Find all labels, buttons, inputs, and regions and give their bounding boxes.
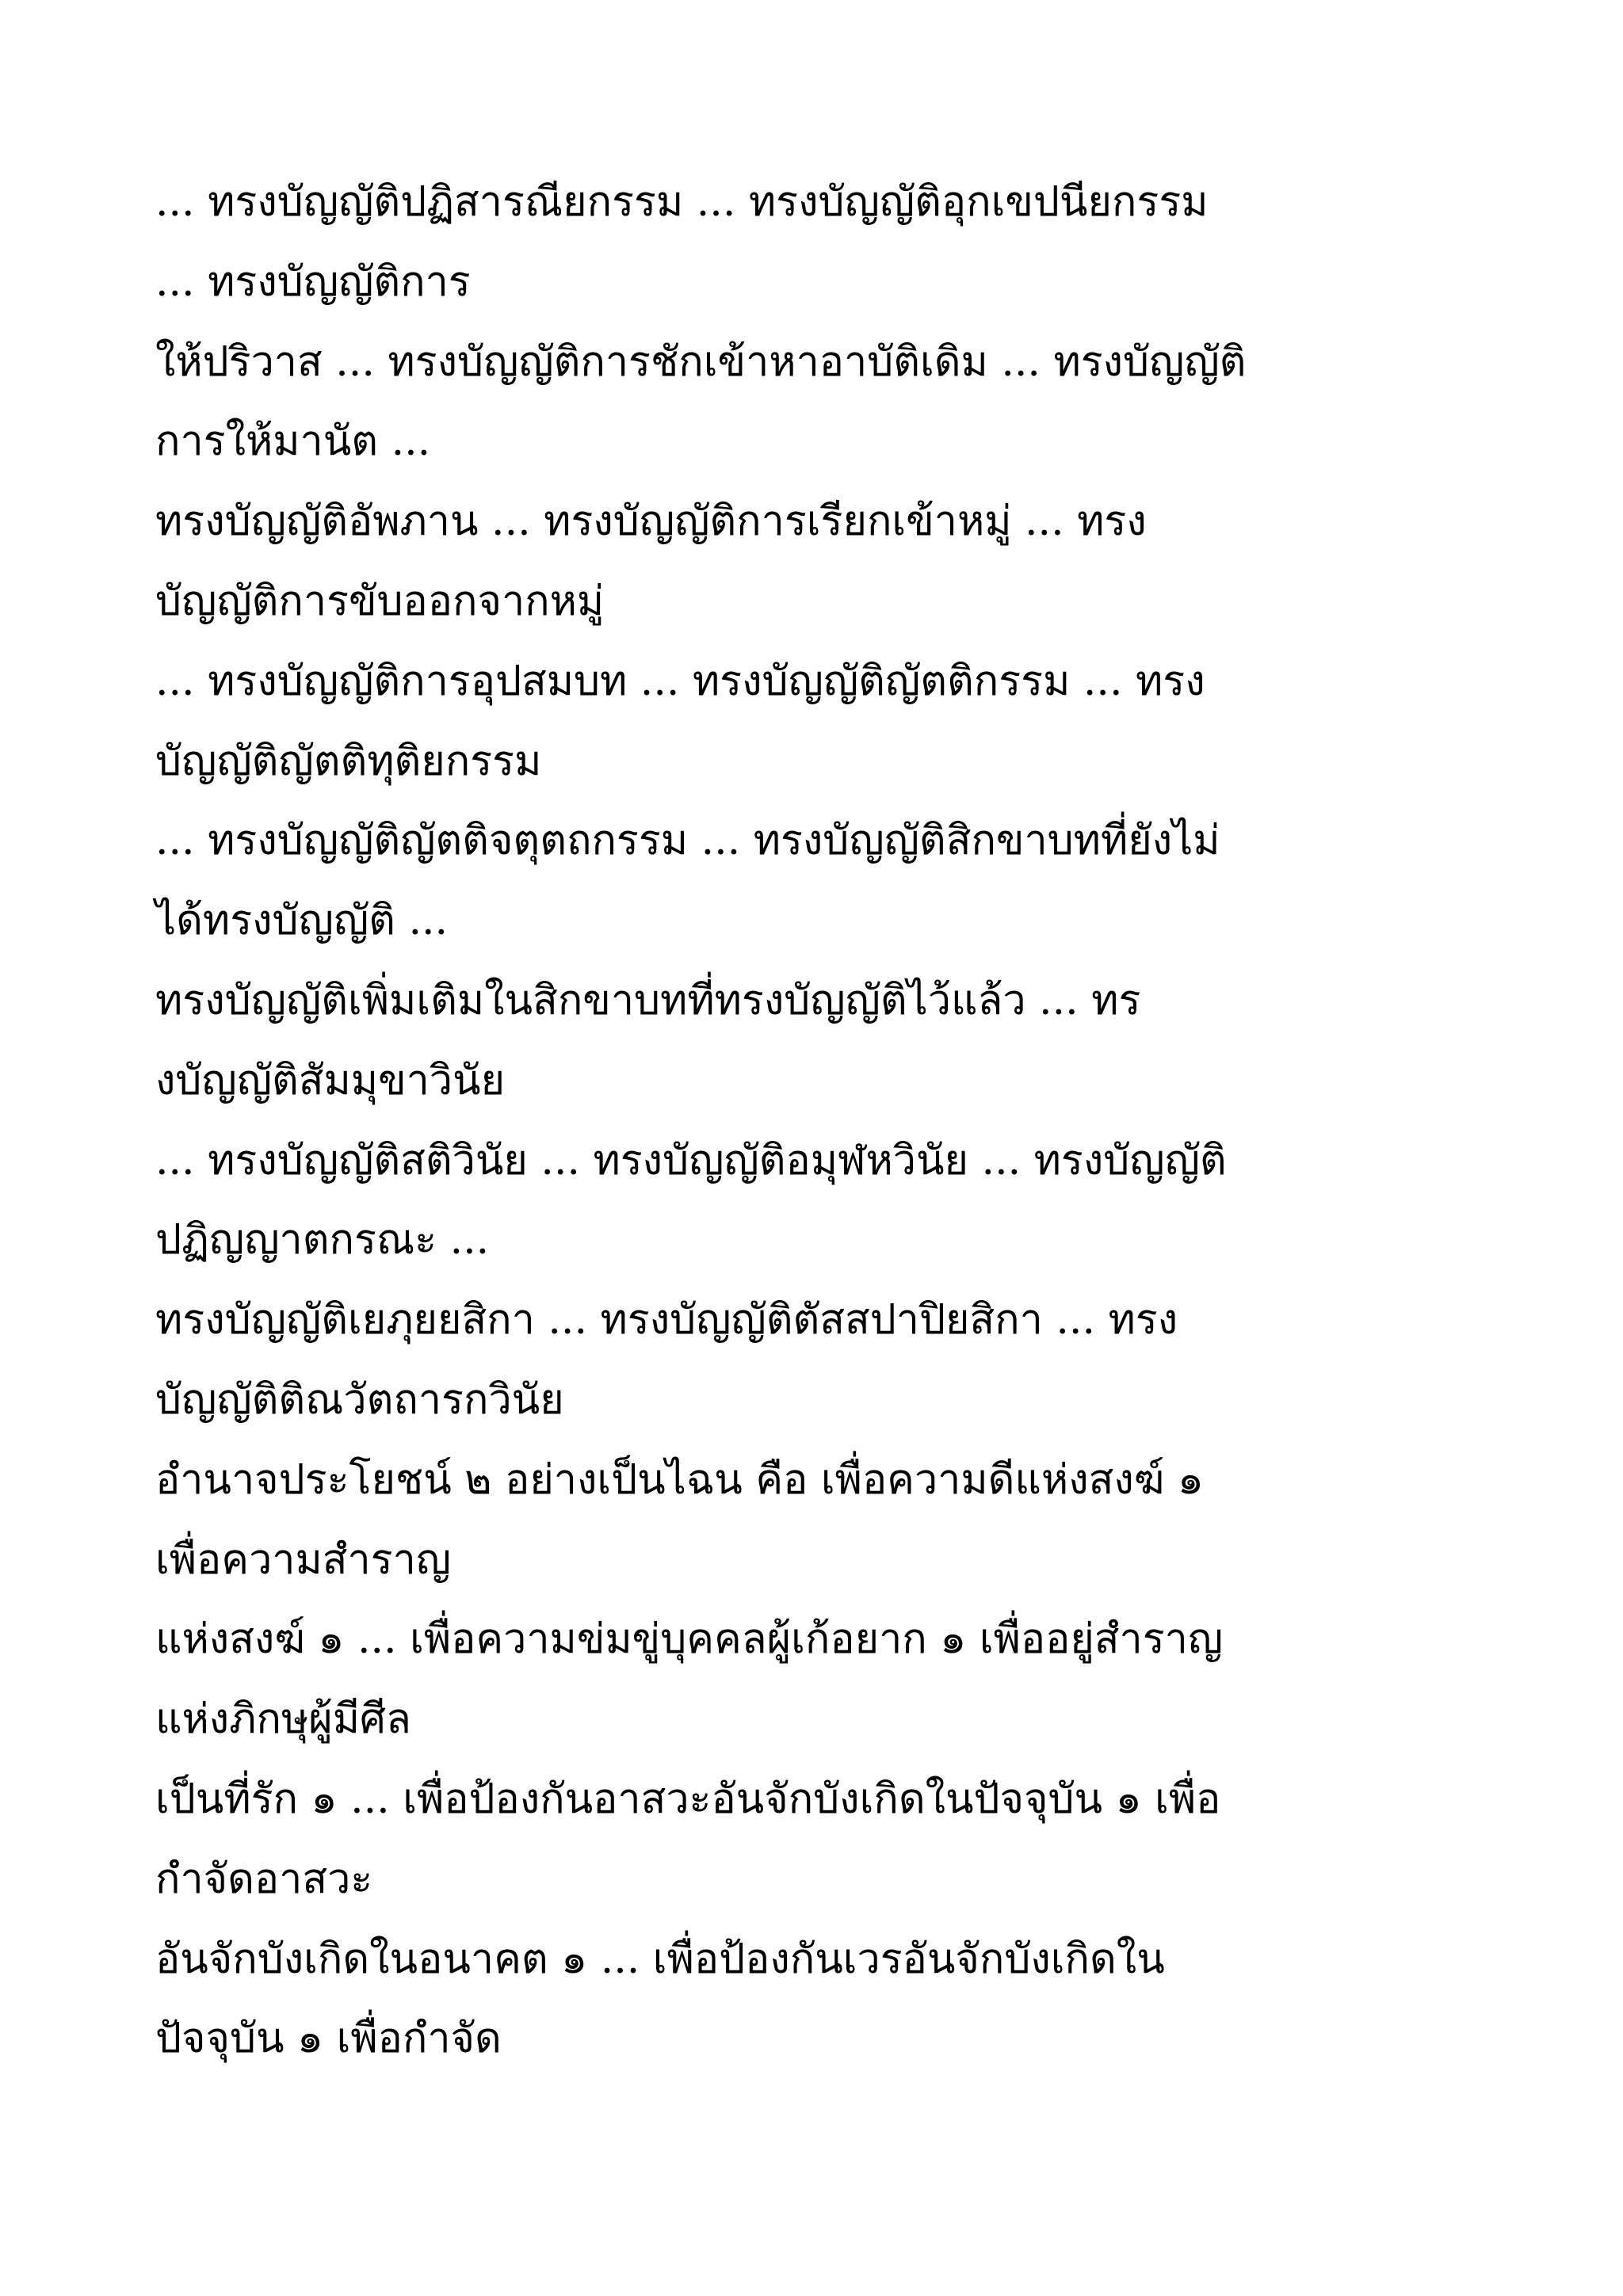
text-line: แห่งสงฆ์ ๑ ... เพื่อความข่มขู่บุคคลผู้เก้อยาก ๑ เพื่ออยู่สำราญ [155,1615,1224,1664]
text-line: ทรงบัญญัติอัพภาน ... ทรงบัญญัติการเรียกเข้าหมู่ ... ทรง [155,498,1147,546]
text-line: ... ทรงบัญญัติปฏิสารณียกรรม ... ทรงบัญญัติอุกเขปนียกรรม [155,178,1209,226]
text-line: ... ทรงบัญญัติญัตติจตุตถกรรม ... ทรงบัญญัติสิกขาบทที่ยังไม่ [155,817,1220,865]
text-line: ให้ปริวาส ... ทรงบัญญัติการชักเข้าหาอาบัติเดิม ... ทรงบัญญัติ [155,338,1247,386]
text-line: ทรงบัญญัติเยภุยยสิกา ... ทรงบัญญัติตัสสปาปิยสิกา ... ทรง [155,1296,1178,1344]
text-line: ได้ทรงบัญญัติ ... [155,897,449,945]
text-line: เพื่อความสำราญ [155,1535,452,1584]
text-line: ปัจจุบัน ๑ เพื่อกำจัด [155,2015,502,2063]
text-line: ... ทรงบัญญัติการอุปสมบท ... ทรงบัญญัติญัตติกรรม ... ทรง [155,657,1205,705]
text-line: บัญญัติญัตติทุติยกรรม [155,737,542,785]
text-line: เป็นที่รัก ๑ ... เพื่อป้องกันอาสวะอันจักบังเกิดในปัจจุบัน ๑ เพื่อ [155,1775,1221,1823]
text-line: การให้มานัต ... [155,418,431,466]
text-line: ... ทรงบัญญัติการ [155,257,471,306]
text-line: ... ทรงบัญญัติสติวินัย ... ทรงบัญญัติอมุฬหวินัย ... ทรงบัญญัติ [155,1136,1227,1184]
text-line: อันจักบังเกิดในอนาคต ๑ ... เพื่อป้องกันเวรอันจักบังเกิดใน [155,1935,1165,1983]
text-line: อำนาจประโยชน์ ๒ อย่างเป็นไฉน คือ เพื่อความดีแห่งสงฆ์ ๑ [155,1455,1204,1504]
text-line: บัญญัติติณวัตถารกวินัย [155,1375,564,1424]
text-line: บัญญัติการขับออกจากหมู่ [155,577,605,625]
text-line: แห่งภิกษุผู้มีศีล [155,1695,411,1744]
text-line: กำจัดอาสวะ [155,1855,373,1903]
document-text [155,162,1471,2079]
text-line: ทรงบัญญัติเพิ่มเติมในสิกขาบทที่ทรงบัญญัติไว้แล้ว ... ทร [155,976,1141,1024]
text-line: ปฏิญญาตกรณะ ... [155,1216,490,1264]
text-line: งบัญญัติสัมมุขาวินัย [155,1056,506,1104]
